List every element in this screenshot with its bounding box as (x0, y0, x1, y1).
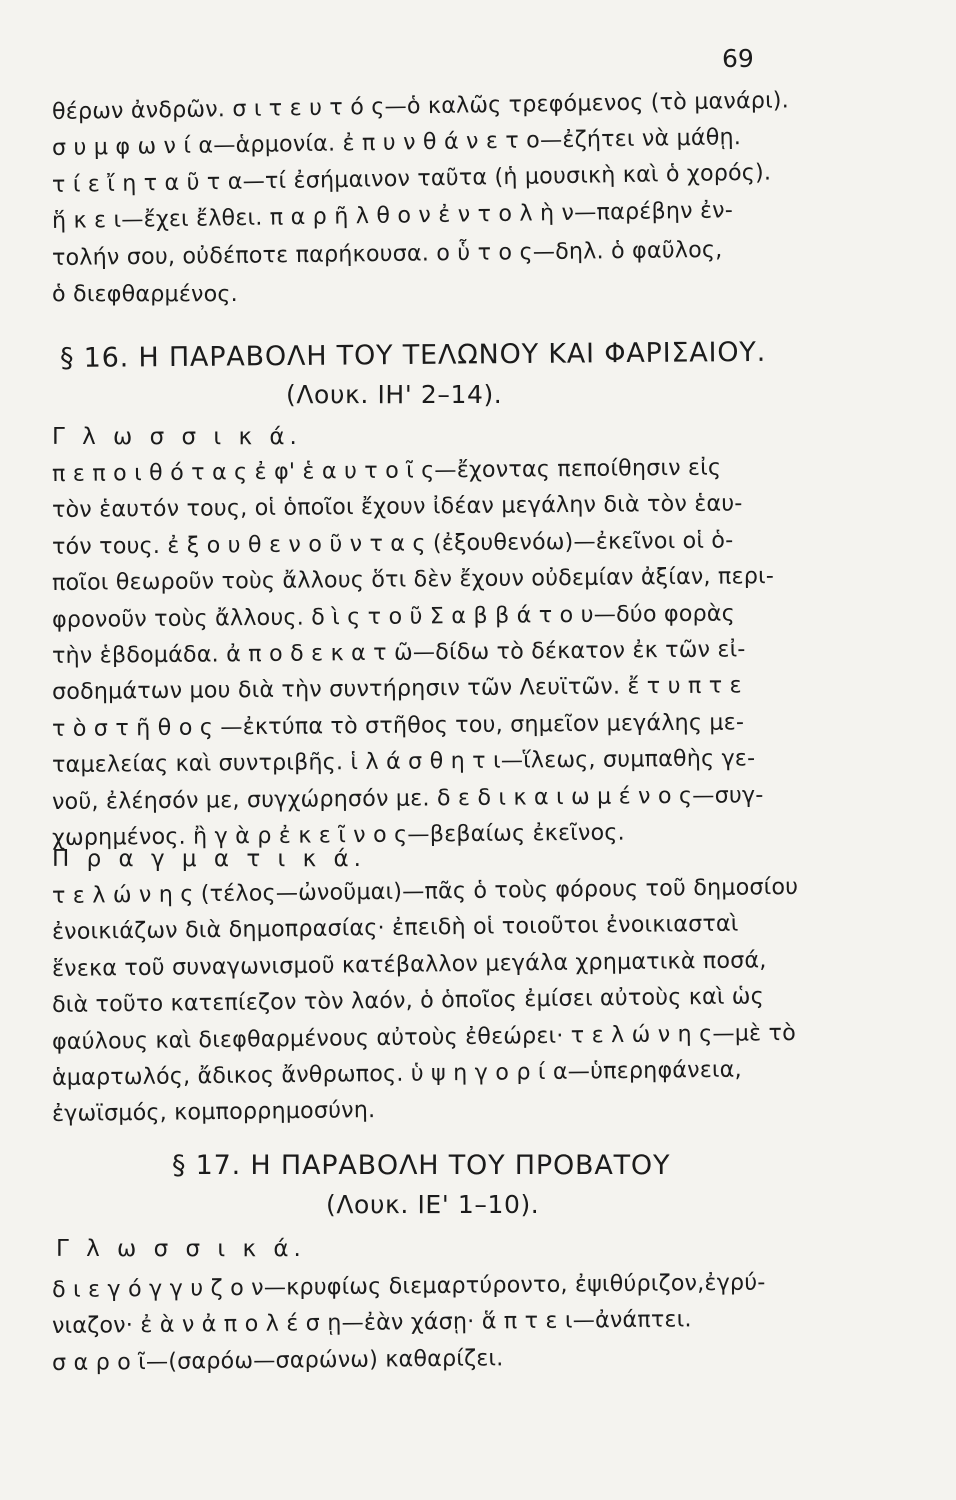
section-16-reference: (Λουκ. ΙΗ' 2–14). (286, 380, 503, 409)
section-17-title: § 17. Η ΠΑΡΑΒΟΛΗ ΤΟΥ ΠΡΟΒΑΤΟΥ (172, 1150, 671, 1181)
text-line: τ ε λ ώ ν η ς (τέλος—ὠνοῦμαι)—πᾶς ὁ τοὺς φόρους τοῦ δημοσίου (51, 873, 799, 909)
text-line: τ ί ε ἴ η τ α ῦ τ α—τί ἐσήμαινον ταῦτα (ἡ μουσικὴ καὶ ὁ χορός). (51, 159, 772, 198)
text-line: τὸν ἑαυτόν τους, οἱ ὁποῖοι ἔχουν ἰδέαν μεγάλην διὰ τὸν ἑαυ- (51, 490, 743, 524)
text-line: ἁμαρτωλός, ἄδικος ἄνθρωπος. ὑ ψ η γ ο ρ ί α—ὑπερηφάνεια, (51, 1056, 742, 1092)
section-16-glossika-text (52, 456, 822, 856)
section-17-reference: (Λουκ. ΙΕ' 1–10). (326, 1190, 540, 1219)
text-line: διὰ τοῦτο κατεπίεζον τὸν λαόν, ὁ ὁποῖος ἐμίσει αὐτοὺς καὶ ὡς (51, 983, 765, 1019)
text-line: χωρημένος. ἢ γ ὰ ρ ἐ κ ε ῖ ν ο ς—βεβαίως ἐκεῖνος. (51, 819, 625, 852)
text-line: ἥ κ ε ι—ἔχει ἔλθει. π α ρ ῆ λ θ ο ν ἐ ν τ ο λ ὴ ν—παρέβην ἐν- (51, 197, 734, 235)
text-line: τ ὸ σ τ ῆ θ ο ς —ἐκτύπα τὸ στῆθος του, σημεῖον μεγάλης με- (51, 709, 745, 742)
text-line: σ α ρ ο ῖ—(σαρόω—σαρώνω) καθαρίζει. (51, 1345, 504, 1376)
text-line: δ ι ε γ ό γ γ υ ζ ο ν—κρυφίως διεμαρτύροντο, ἐψιθύριζον,ἐγρύ- (51, 1269, 766, 1303)
text-line: τὴν ἑβδομάδα. ἀ π ο δ ε κ α τ ῶ—δίδω τὸ δέκατον ἐκ τῶν εἰ- (51, 636, 746, 670)
text-line: σ υ μ φ ω ν ί α—ἁρμονία. ἐ π υ ν θ ά ν ε τ ο—ἐζήτει νὰ μάθῃ. (51, 124, 742, 162)
section-16-pragmatika-text (51, 873, 822, 1133)
text-line: θέρων ἀνδρῶν. σ ι τ ε υ τ ό ς—ὁ καλῶς τρεφόμενος (τὸ μανάρι). (51, 87, 790, 125)
text-line: τολήν σου, οὐδέποτε παρήκουσα. ο ὗ τ ο ς—δηλ. ὁ φαῦλος, (51, 236, 723, 271)
text-line: ἐνοικιάζων διὰ δημοπρασίας· ἐπειδὴ οἱ τοιοῦτοι ἐνοικιασταὶ (51, 911, 739, 946)
text-line: νοῦ, ἐλέησόν με, συγχώρησόν με. δ ε δ ι κ α ι ω μ έ ν ο ς—συγ- (51, 781, 764, 815)
text-line: ὁ διεφθαρμένος. (52, 281, 238, 308)
text-line: νιαζον· ἐ ὰ ν ἀ π ο λ έ σ ῃ—ἐὰν χάσῃ· ἅ π τ ε ι—ἀνάπτει. (51, 1306, 692, 1340)
text-line: σοδημάτων μου διὰ τὴν συντήρησιν τῶν Λευϊτῶν. ἔ τ υ π τ ε (51, 672, 742, 706)
text-line: φρονοῦν τοὺς ἄλλους. δ ὶ ς τ ο ῦ Σ α β β ά τ ο υ—δύο φορὰς (51, 600, 736, 633)
text-line: ἕνεκα τοῦ συναγωνισμοῦ κατέβαλλον μεγάλα χρηματικὰ ποσά, (51, 947, 767, 982)
section-16-glossika-heading: Γ λ ω σ σ ι κ ά. (52, 424, 302, 450)
page-number: 69 (722, 44, 754, 73)
text-line: π ε π ο ι θ ό τ α ς ἐ φ' ἑ α υ τ ο ῖ ς—ἔχοντας πεποίθησιν εἰς (51, 454, 722, 487)
text-line: φαύλους καὶ διεφθαρμένους αὐτοὺς ἐθεώρει· τ ε λ ώ ν η ς—μὲ τὸ (51, 1019, 797, 1055)
text-line: ποῖοι θεωροῦν τοὺς ἄλλους ὅτι δὲν ἔχουν οὐδεμίαν ἀξίαν, περι- (51, 563, 775, 597)
section-17-glossika-text (51, 1269, 822, 1381)
section-16-title: § 16. Η ΠΑΡΑΒΟΛΗ ΤΟΥ ΤΕΛΩΝΟΥ ΚΑΙ ΦΑΡΙΣΑΙΟΥ. (59, 336, 767, 374)
text-line: τόν τους. ἐ ξ ο υ θ ε ν ο ῦ ν τ α ς (ἐξουθενόω)—ἐκεῖνοι οἱ ὁ- (51, 527, 734, 560)
text-line: ἐγωϊσμός, κομπορρημοσύνη. (51, 1097, 376, 1128)
section-16-pragmatika-heading: Π ρ α γ μ α τ ι κ ά. (52, 846, 366, 872)
paragraph-continuation (51, 87, 822, 312)
text-line: ταμελείας καὶ συντριβῆς. ἱ λ ά σ θ η τ ι—ἵλεως, συμπαθὴς γε- (51, 745, 756, 779)
section-17-glossika-heading: Γ λ ω σ σ ι κ ά. (56, 1236, 306, 1262)
